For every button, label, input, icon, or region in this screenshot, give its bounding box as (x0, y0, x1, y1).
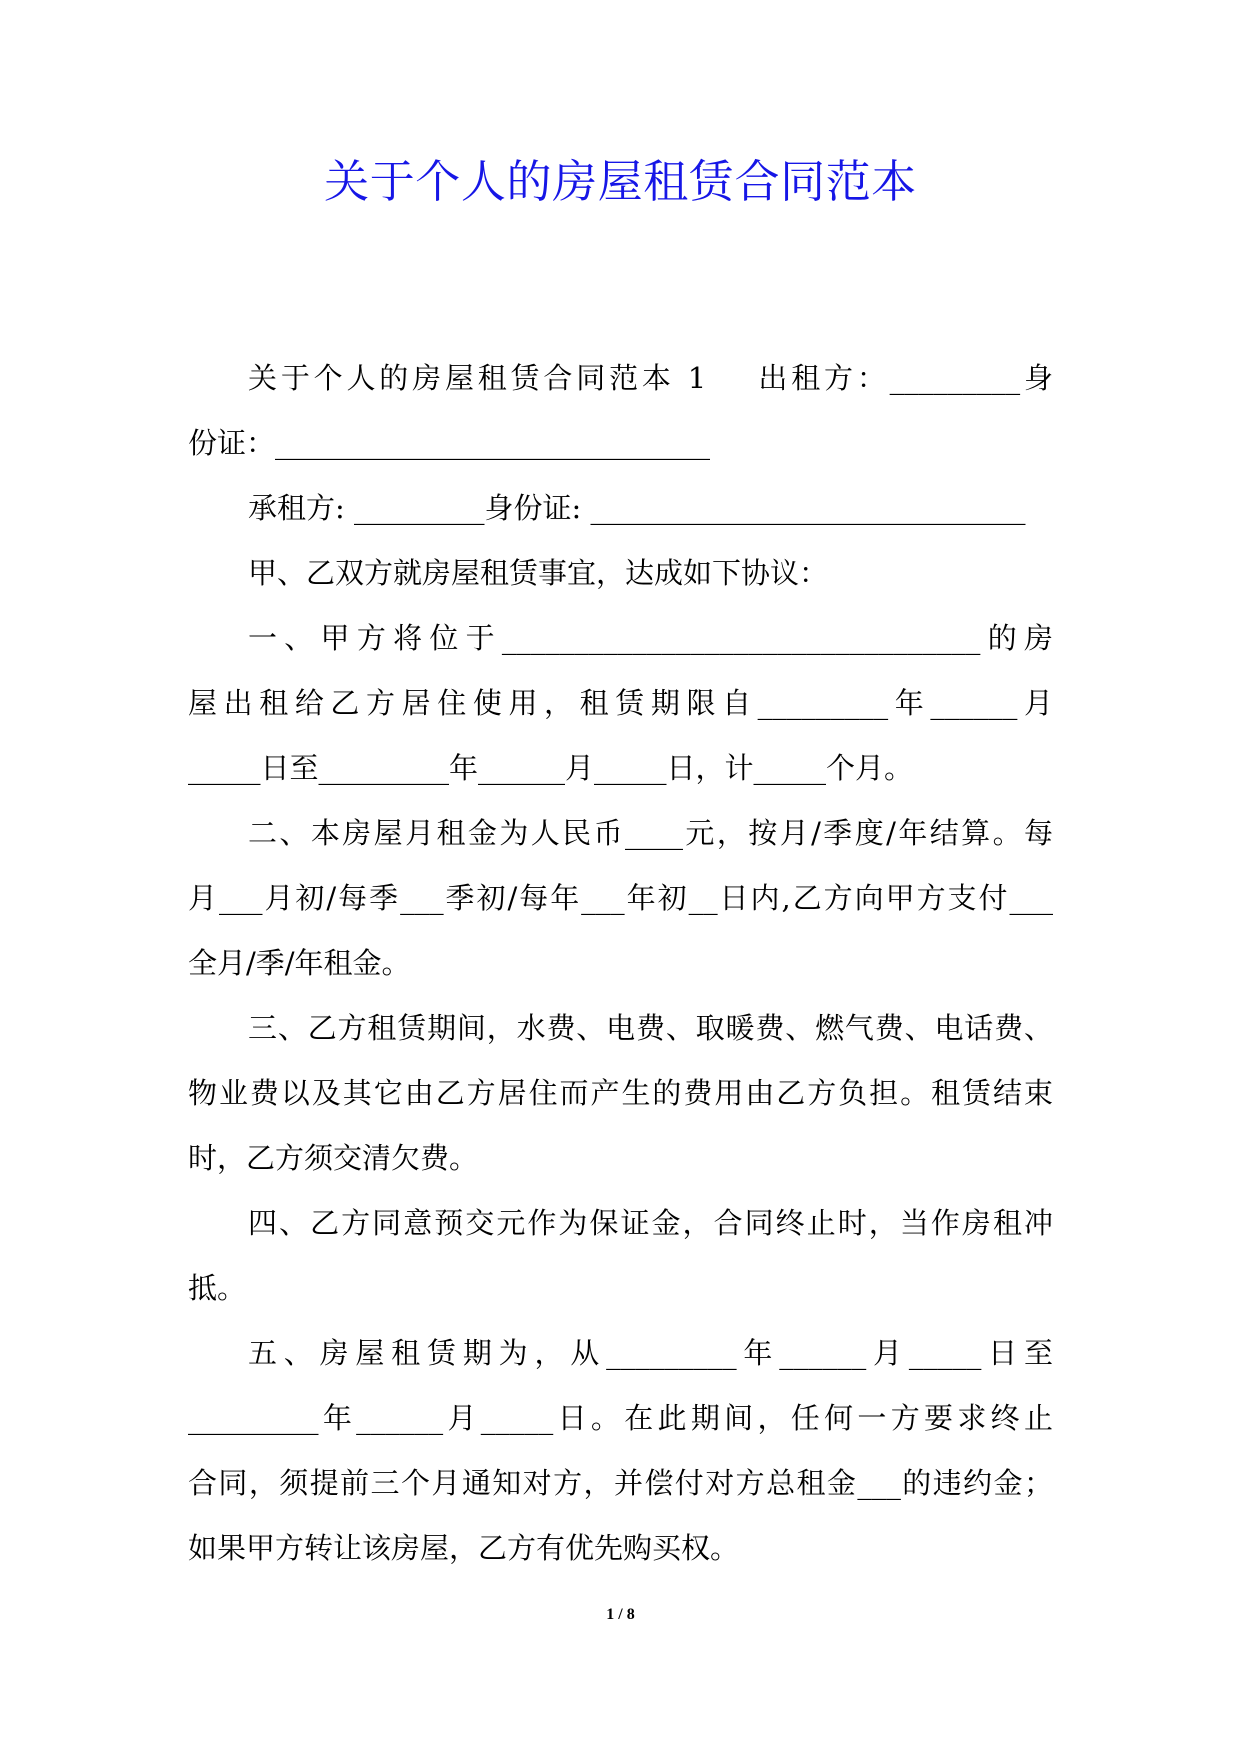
clause-2 (188, 801, 1053, 996)
text-line: 全月/季/年租金。 (188, 946, 411, 980)
text-line: 合同，须提前三个月通知对方，并偿付对方总租金___的违约金； (188, 1466, 1053, 1500)
text-line: 月___月初/每季___季初/每年___年初__日内,乙方向甲方支付___ (188, 881, 1053, 915)
clause-4 (188, 1191, 1053, 1321)
text-line: _________年______月_____日。在此期间，任何一方要求终止 (188, 1401, 1053, 1435)
text-line: 时，乙方须交清欠费。 (188, 1141, 479, 1175)
contract-body (188, 346, 1053, 1581)
paragraph-agreement-intro (188, 541, 1053, 606)
text-line: 抵。 (188, 1271, 247, 1305)
text-line: 甲、乙双方就房屋租赁事宜，达成如下协议： (248, 556, 829, 590)
text-line: 如果甲方转让该房屋，乙方有优先购买权。 (188, 1531, 740, 1565)
text-line: 份证：______________________________ (188, 426, 711, 460)
clause-3 (188, 996, 1053, 1191)
paragraph-lessee (188, 476, 1053, 541)
page-number: 1 / 8 (606, 1606, 635, 1623)
paragraph-lessor (188, 346, 1053, 476)
text-line: 二、本房屋月租金为人民币____元，按月/季度/年结算。每 (248, 816, 1053, 850)
text-line: 承租方: _________身份证: ______________________________ (248, 491, 1026, 525)
text-line: 四、乙方同意预交元作为保证金，合同终止时，当作房租冲 (248, 1206, 1053, 1240)
clause-5 (188, 1321, 1053, 1581)
clause-1 (188, 606, 1053, 801)
document-title: 关于个人的房屋租赁合同范本 (324, 155, 917, 208)
text-line: 一、甲方将位于_________________________________的房 (248, 621, 1053, 655)
text-line: 关于个人的房屋租赁合同范本 1 出租方：_________身 (248, 361, 1053, 395)
text-line: 五、房屋租赁期为，从_________年______月_____日至 (248, 1336, 1053, 1370)
text-line: _____日至_________年______月_____日，计_____个月。 (188, 751, 914, 785)
text-line: 物业费以及其它由乙方居住而产生的费用由乙方负担。租赁结束 (188, 1076, 1053, 1110)
text-line: 屋出租给乙方居住使用，租赁期限自_________年______月 (188, 686, 1053, 720)
text-line: 三、乙方租赁期间，水费、电费、取暖费、燃气费、电话费、 (248, 1011, 1053, 1045)
